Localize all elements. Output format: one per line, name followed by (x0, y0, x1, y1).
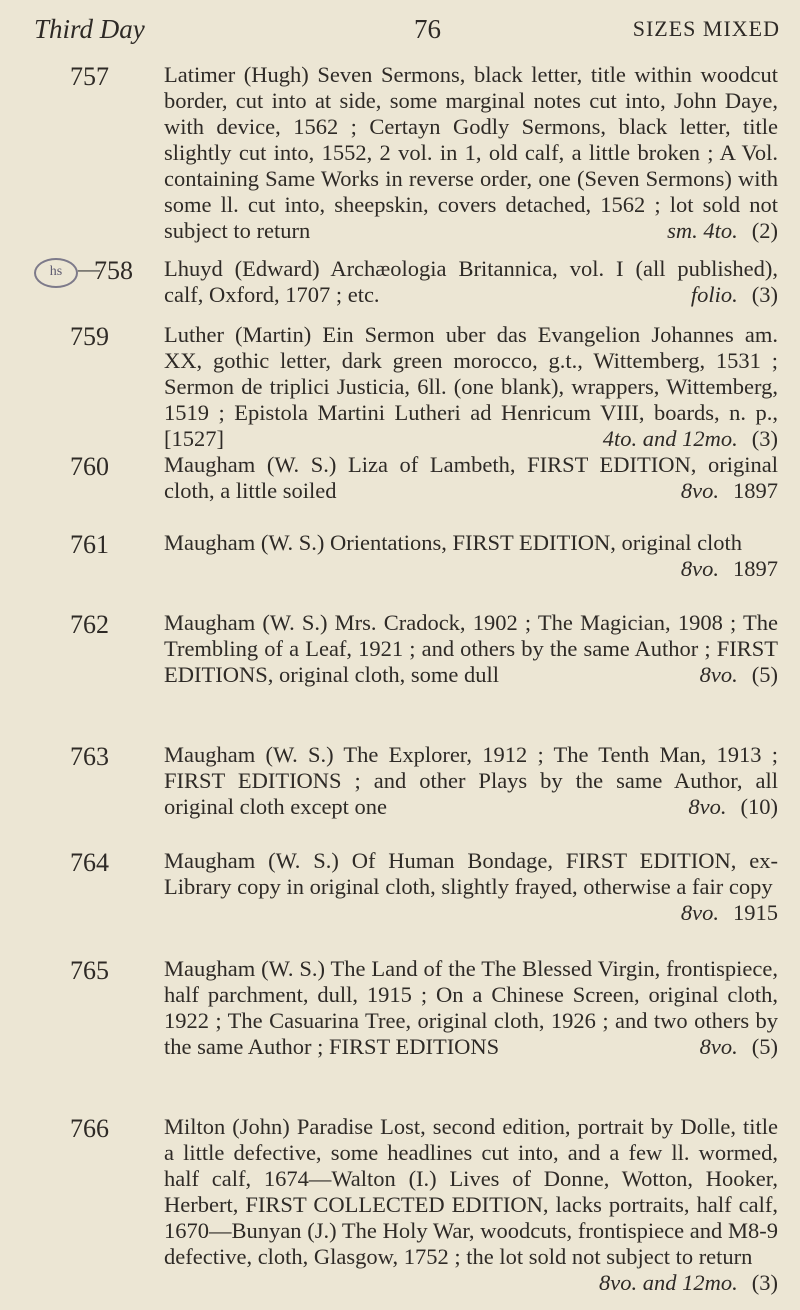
lot-size: 8vo. (5) (699, 1034, 778, 1059)
lot-text: Latimer (Hugh) Seven Sermons, black letter, title within woodcut border, cut into at side, some marginal notes cut into, John Daye, with device, 1562 ; Certayn Godly Sermons, black letter, title slightly cut into, 1552, 2 vol. in 1, old calf, a little broken ; A Vol. containing Same Works in reverse order, one (Seven Sermons) with some ll. cut into, sheepskin, covers detached, 1562 ; lot sold not subject to return (164, 62, 778, 243)
lot-number: 759 (70, 322, 109, 351)
lot-description (164, 610, 778, 688)
lot-size: 8vo. 1897 (680, 556, 778, 581)
lot-entry (34, 256, 778, 312)
page-header (34, 14, 780, 54)
lot-number: 765 (70, 956, 109, 985)
lot-size: 8vo. and 12mo. (3) (599, 1270, 778, 1295)
lot-entry (34, 530, 778, 586)
lot-entry (34, 62, 778, 248)
lot-number: 761 (70, 530, 109, 559)
lot-entry (34, 848, 778, 930)
lot-number: 758 (94, 256, 133, 285)
lot-text: Maugham (W. S.) Orientations, FIRST EDITION, original cloth (164, 530, 743, 555)
lot-text: Maugham (W. S.) Of Human Bondage, FIRST EDITION, ex-Library copy in original cloth, slightly frayed, otherwise a fair copy (164, 848, 778, 899)
running-head-left: Third Day (34, 14, 145, 44)
lot-description (164, 322, 778, 452)
lot-size: 8vo. (5) (699, 662, 778, 687)
lot-size: folio. (3) (690, 282, 778, 307)
lot-size: 4to. and 12mo. (3) (602, 426, 778, 451)
lot-entry (34, 1114, 778, 1304)
lot-text: Maugham (W. S.) Mrs. Cradock, 1902 ; The Magician, 1908 ; The Trembling of a Leaf, 1921 ; and others by the same Author ; FIRST EDITIONS, original cloth, some dull (164, 610, 778, 687)
lot-description (164, 848, 778, 926)
lot-entry (34, 956, 778, 1090)
lot-description (164, 1114, 778, 1296)
lot-size: 8vo. 1915 (680, 900, 778, 925)
lot-entry (34, 742, 778, 824)
lot-description (164, 256, 778, 308)
lot-number: 764 (70, 848, 109, 877)
lot-entry (34, 452, 778, 508)
lot-number: 760 (70, 452, 109, 481)
lot-number: 766 (70, 1114, 109, 1143)
lot-number: 763 (70, 742, 109, 771)
lot-text: Maugham (W. S.) The Land of the The Blessed Virgin, frontispiece, half parchment, dull, 1915 ; On a Chinese Screen, original cloth, 1922 ; The Casuarina Tree, original cloth, 1926 ; and two others by the same Author ; FIRST EDITIONS (164, 956, 778, 1059)
lot-description (164, 530, 778, 582)
lot-description (164, 452, 778, 504)
lot-text: Lhuyd (Edward) Archæologia Britannica, vol. I (all published), calf, Oxford, 1707 ; etc. (164, 256, 778, 307)
lot-number: 757 (70, 62, 109, 91)
lot-description (164, 742, 778, 820)
lot-description (164, 62, 778, 244)
lot-number: 762 (70, 610, 109, 639)
lot-text: Luther (Martin) Ein Sermon uber das Evangelion Johannes am. XX, gothic letter, dark green morocco, g.t., Wittemberg, 1531 ; Sermon de triplici Justicia, 6ll. (one blank), wrappers, Wittemberg, 1519 ; Epistola Martini Lutheri ad Henricum VIII, boards, n. p., [1527] (164, 322, 778, 451)
stamp-dash: — (78, 256, 100, 281)
lot-entry (34, 610, 778, 718)
lot-text: Maugham (W. S.) Liza of Lambeth, FIRST EDITION, original cloth, a little soiled (164, 452, 778, 503)
running-head-right: SIZES MIXED (632, 16, 780, 41)
lot-entry (34, 322, 778, 451)
page-number: 76 (414, 14, 441, 44)
lot-size: 8vo. 1897 (680, 478, 778, 503)
lot-size: 8vo. (10) (688, 794, 778, 819)
lot-text: Maugham (W. S.) The Explorer, 1912 ; The Tenth Man, 1913 ; FIRST EDITIONS ; and other Plays by the same Author, all original cloth except one (164, 742, 778, 819)
ownership-stamp: hs (34, 258, 78, 288)
lot-size: sm. 4to. (2) (667, 218, 778, 243)
lot-text: Milton (John) Paradise Lost, second edition, portrait by Dolle, title a little defective, some headlines cut into, and a few ll. wormed, half calf, 1674—Walton (I.) Lives of Donne, Wotton, Hooker, Herbert, FIRST COLLECTED EDITION, lacks portraits, half calf, 1670—Bunyan (J.) The Holy War, woodcuts, frontispiece and M8-9 defective, cloth, Glasgow, 1752 ; the lot sold not subject to return (164, 1114, 778, 1269)
lot-description (164, 956, 778, 1060)
